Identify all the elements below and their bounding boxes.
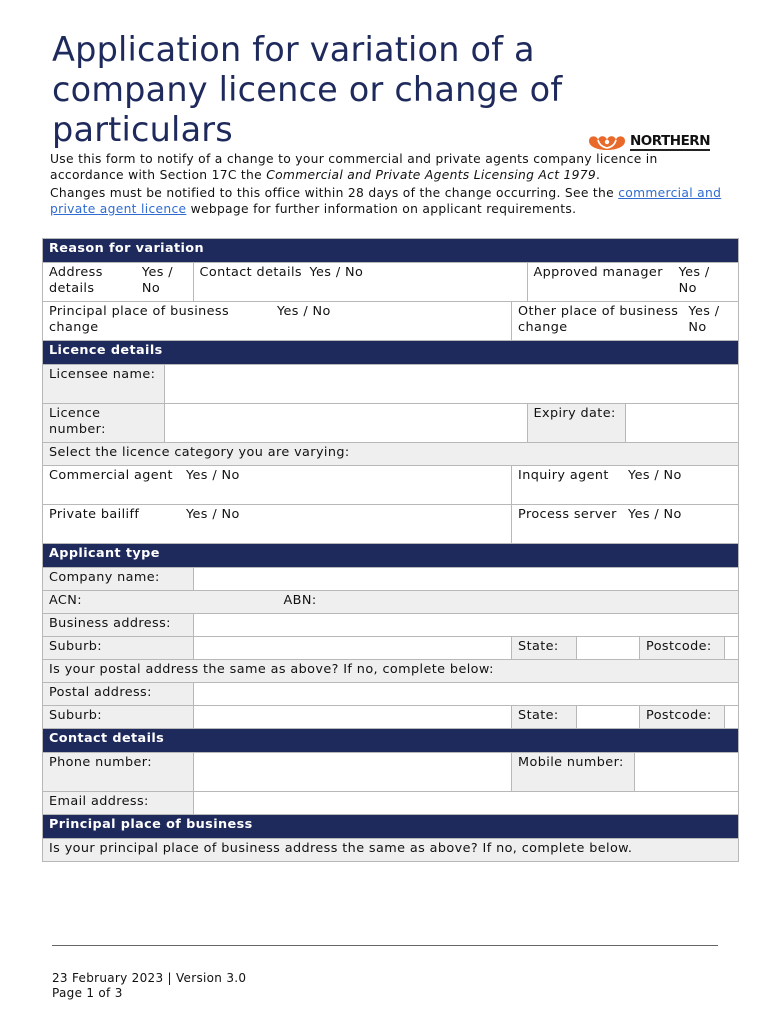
other-change-label: Other place of business change <box>518 304 679 335</box>
section-contact-title: Contact details <box>43 729 739 753</box>
section-licence-header <box>43 341 739 365</box>
principal-change-label: Principal place of business change <box>49 304 230 335</box>
section-applicant-title: Applicant type <box>43 544 739 568</box>
phone-label: Phone number: <box>43 753 194 792</box>
section-principal-title: Principal place of business <box>43 815 739 839</box>
postal-suburb-row <box>43 706 739 729</box>
company-name-field[interactable] <box>193 568 739 591</box>
intro-paragraph-2 <box>50 186 730 217</box>
abn-label[interactable]: ABN: <box>278 591 739 614</box>
intro-p2-end: webpage for further information on applicant requirements. <box>186 201 577 216</box>
business-address-row <box>43 614 739 637</box>
footer-page-number: Page 1 of 3 <box>52 985 123 1000</box>
section-principal-header <box>43 815 739 839</box>
mobile-label: Mobile number: <box>512 753 635 791</box>
logo-text: NORTHERN <box>630 132 710 149</box>
page-title: Application for variation of a company licence or change of particulars <box>52 30 563 149</box>
intro-p1-end: . <box>596 167 601 182</box>
business-address-label: Business address: <box>43 614 194 637</box>
reason-row-1 <box>43 263 739 302</box>
northern-territory-logo <box>588 131 710 153</box>
intro-p1-text: Use this form to notify of a change to your commercial and private agents company licence in accordance with Section 17C the <box>50 152 658 182</box>
postal-question-row <box>43 660 739 683</box>
section-applicant-header <box>43 544 739 568</box>
company-name-label: Company name: <box>43 568 194 591</box>
postal-address-field[interactable] <box>193 683 739 706</box>
state-field[interactable] <box>577 637 640 659</box>
acn-abn-row <box>43 591 739 614</box>
licence-number-row <box>43 404 739 443</box>
business-suburb-row <box>43 637 739 660</box>
expiry-date-field[interactable] <box>626 404 739 443</box>
email-field[interactable] <box>193 792 739 815</box>
process-server-label: Process server <box>518 507 617 522</box>
footer <box>52 971 246 1000</box>
address-details-yes-no[interactable]: Yes / No <box>141 265 173 296</box>
expiry-date-label: Expiry date: <box>527 404 626 443</box>
postal-address-row <box>43 683 739 706</box>
inquiry-agent-yes-no[interactable]: Yes / No <box>628 468 682 483</box>
approved-manager-label: Approved manager <box>533 265 663 280</box>
suburb-field[interactable] <box>193 637 512 660</box>
business-address-field[interactable] <box>193 614 739 637</box>
reason-row-2 <box>43 302 739 341</box>
licensee-name-row <box>43 365 739 404</box>
act-name: Commercial and Private Agents Licensing Act 1979 <box>266 167 597 182</box>
other-change-yes-no[interactable]: Yes / No <box>688 304 720 335</box>
northern-territory-emblem-icon <box>588 133 626 151</box>
email-label: Email address: <box>43 792 194 815</box>
licence-webpage-link[interactable]: commercial and private agent licence <box>50 186 722 216</box>
category-prompt-row <box>43 443 739 466</box>
category-row-1 <box>43 466 739 505</box>
process-server-yes-no[interactable]: Yes / No <box>628 507 682 522</box>
approved-manager-yes-no[interactable]: Yes / No <box>678 265 710 296</box>
postal-address-label: Postal address: <box>43 683 194 706</box>
postal-question: Is your postal address the same as above? If no, complete below: <box>43 660 739 683</box>
postal-postcode-label: Postcode: <box>640 706 725 728</box>
licensee-name-label: Licensee name: <box>43 365 165 404</box>
category-prompt: Select the licence category you are varying: <box>43 443 739 466</box>
commercial-agent-label: Commercial agent <box>49 468 173 483</box>
postcode-label: Postcode: <box>640 637 725 659</box>
licensee-name-field[interactable] <box>164 365 738 404</box>
intro-text <box>50 152 730 217</box>
suburb-label: Suburb: <box>43 637 194 660</box>
phone-row <box>43 753 739 792</box>
application-form <box>42 238 739 862</box>
acn-label[interactable]: ACN: <box>43 591 278 614</box>
section-contact-header <box>43 729 739 753</box>
private-bailiff-yes-no[interactable]: Yes / No <box>186 507 240 522</box>
footer-divider <box>52 945 718 946</box>
contact-details-label: Contact details <box>199 265 302 280</box>
company-name-row <box>43 568 739 591</box>
private-bailiff-label: Private bailiff <box>49 507 140 522</box>
intro-p2-text: Changes must be notified to this office within 28 days of the change occurring. See the <box>50 186 619 200</box>
postal-suburb-label: Suburb: <box>43 706 194 729</box>
postal-suburb-field[interactable] <box>193 706 512 729</box>
section-reason-header <box>43 239 739 263</box>
address-details-label: Address details <box>49 265 103 296</box>
email-row <box>43 792 739 815</box>
commercial-agent-yes-no[interactable]: Yes / No <box>186 468 240 483</box>
principal-change-yes-no[interactable]: Yes / No <box>277 304 331 319</box>
section-licence-title: Licence details <box>43 341 739 365</box>
intro-paragraph-1 <box>50 152 730 183</box>
contact-details-yes-no[interactable]: Yes / No <box>309 265 364 280</box>
inquiry-agent-label: Inquiry agent <box>518 468 609 483</box>
principal-question: Is your principal place of business address the same as above? If no, complete below. <box>43 839 739 862</box>
principal-question-row <box>43 839 739 862</box>
category-row-2 <box>43 505 739 544</box>
state-label: State: <box>512 637 577 659</box>
postal-postcode-field[interactable] <box>725 706 738 728</box>
mobile-field[interactable] <box>635 753 738 791</box>
licence-number-field[interactable] <box>164 404 527 443</box>
postcode-field[interactable] <box>725 637 738 659</box>
postal-state-field[interactable] <box>577 706 640 728</box>
section-reason-title: Reason for variation <box>43 239 739 263</box>
licence-number-label: Licence number: <box>43 404 165 443</box>
postal-state-label: State: <box>512 706 577 728</box>
footer-version: 23 February 2023 | Version 3.0 <box>52 971 247 985</box>
phone-field[interactable] <box>193 753 512 792</box>
